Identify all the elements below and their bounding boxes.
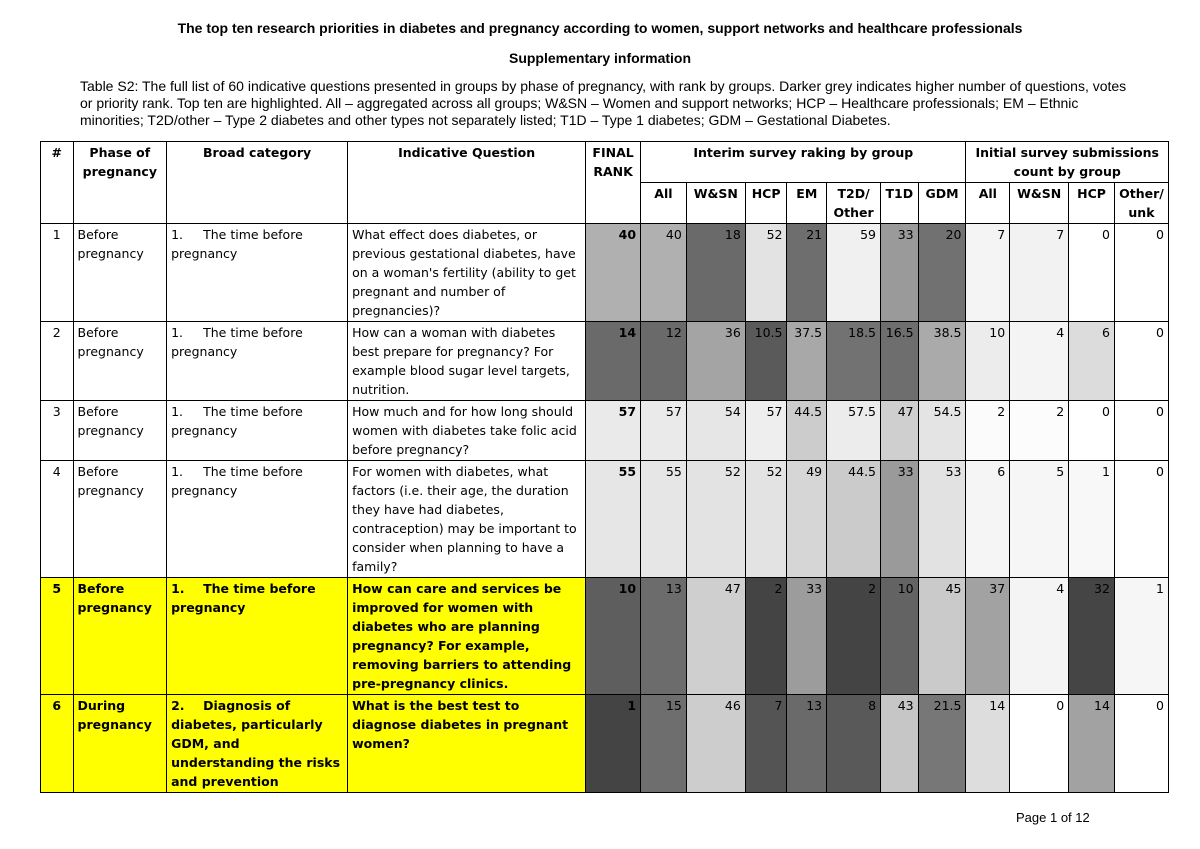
interim-rank-cell: 7 [745, 695, 787, 793]
row-number: 5 [41, 578, 74, 695]
interim-rank-cell: 15 [641, 695, 687, 793]
interim-rank-cell: 55 [641, 461, 687, 578]
interim-rank-cell: 43 [881, 695, 919, 793]
row-number: 1 [41, 224, 74, 322]
interim-rank-cell: 44.5 [827, 461, 881, 578]
header-interim-col: HCP [745, 183, 787, 224]
phase-cell: Before pregnancy [73, 461, 167, 578]
initial-count-cell: 0 [1114, 322, 1168, 401]
page-number: Page 1 of 12 [1016, 810, 1090, 825]
initial-count-cell: 0 [1114, 401, 1168, 461]
interim-rank-cell: 57 [641, 401, 687, 461]
initial-count-cell: 1 [1069, 461, 1115, 578]
category-cell [167, 578, 348, 695]
header-question: Indicative Question [348, 142, 586, 224]
question-cell: How can a woman with diabetes best prepare for pregnancy? For example blood sugar level targets, nutrition. [348, 322, 586, 401]
phase-cell: Before pregnancy [73, 224, 167, 322]
interim-rank-cell: 49 [787, 461, 827, 578]
question-cell: What is the best test to diagnose diabetes in pregnant women? [348, 695, 586, 793]
interim-rank-cell: 16.5 [881, 322, 919, 401]
interim-rank-cell: 18 [686, 224, 745, 322]
category-text: The time before pregnancy [171, 325, 303, 359]
header-interim-col: W&SN [686, 183, 745, 224]
interim-rank-cell: 8 [827, 695, 881, 793]
category-text: The time before pregnancy [171, 227, 303, 261]
interim-rank-cell: 21 [787, 224, 827, 322]
interim-rank-cell: 21.5 [918, 695, 966, 793]
question-cell: How much and for how long should women with diabetes take folic acid before pregnancy? [348, 401, 586, 461]
header-initial-col: HCP [1069, 183, 1115, 224]
interim-rank-cell: 47 [686, 578, 745, 695]
phase-cell: Before pregnancy [73, 578, 167, 695]
interim-rank-cell: 2 [827, 578, 881, 695]
priorities-table [40, 141, 1169, 793]
interim-rank-cell: 33 [881, 224, 919, 322]
interim-rank-cell: 47 [881, 401, 919, 461]
initial-count-cell: 2 [966, 401, 1010, 461]
header-interim-col: All [641, 183, 687, 224]
document-title: The top ten research priorities in diabetes and pregnancy according to women, support networks and healthcare professionals [177, 20, 1023, 36]
document-subtitle: Supplementary information [508, 50, 692, 66]
initial-count-cell: 14 [1069, 695, 1115, 793]
interim-rank-cell: 18.5 [827, 322, 881, 401]
final-rank-cell: 55 [586, 461, 641, 578]
initial-count-cell: 1 [1114, 578, 1168, 695]
initial-count-cell: 0 [1010, 695, 1069, 793]
header-phase: Phase of pregnancy [73, 142, 167, 224]
interim-rank-cell: 46 [686, 695, 745, 793]
interim-rank-cell: 44.5 [787, 401, 827, 461]
question-cell: How can care and services be improved for women with diabetes who are planning pregnancy? For example, removing barriers to attending pre-pregnancy clinics. [348, 578, 586, 695]
category-cell [167, 695, 348, 793]
table-body [41, 224, 1169, 793]
initial-count-cell: 0 [1069, 224, 1115, 322]
initial-count-cell: 37 [966, 578, 1010, 695]
initial-count-cell: 5 [1010, 461, 1069, 578]
header-interim-group: Interim survey raking by group [641, 142, 966, 183]
category-cell [167, 224, 348, 322]
question-cell: What effect does diabetes, or previous gestational diabetes, have on a woman's fertility (ability to get pregnant and number of pregnancies)? [348, 224, 586, 322]
interim-rank-cell: 54.5 [918, 401, 966, 461]
initial-count-cell: 2 [1010, 401, 1069, 461]
interim-rank-cell: 45 [918, 578, 966, 695]
final-rank-cell: 10 [586, 578, 641, 695]
phase-cell: During pregnancy [73, 695, 167, 793]
category-text: The time before pregnancy [171, 581, 316, 615]
interim-rank-cell: 10.5 [745, 322, 787, 401]
category-cell [167, 401, 348, 461]
category-number: 1. [171, 464, 184, 479]
category-text: The time before pregnancy [171, 464, 303, 498]
header-category: Broad category [167, 142, 348, 224]
initial-count-cell: 0 [1069, 401, 1115, 461]
interim-rank-cell: 38.5 [918, 322, 966, 401]
category-number: 1. [171, 404, 184, 419]
initial-count-cell: 0 [1114, 695, 1168, 793]
initial-count-cell: 0 [1114, 224, 1168, 322]
header-interim-col: EM [787, 183, 827, 224]
interim-rank-cell: 37.5 [787, 322, 827, 401]
final-rank-cell: 57 [586, 401, 641, 461]
final-rank-cell: 14 [586, 322, 641, 401]
interim-rank-cell: 13 [787, 695, 827, 793]
initial-count-cell: 14 [966, 695, 1010, 793]
initial-count-cell: 6 [966, 461, 1010, 578]
interim-rank-cell: 33 [881, 461, 919, 578]
header-initial-col: All [966, 183, 1010, 224]
header-num: # [41, 142, 74, 224]
interim-rank-cell: 20 [918, 224, 966, 322]
interim-rank-cell: 57 [745, 401, 787, 461]
interim-rank-cell: 10 [881, 578, 919, 695]
category-cell [167, 322, 348, 401]
table-row [41, 322, 1169, 401]
table-row [41, 401, 1169, 461]
interim-rank-cell: 57.5 [827, 401, 881, 461]
header-initial-col: W&SN [1010, 183, 1069, 224]
category-text: The time before pregnancy [171, 404, 303, 438]
interim-rank-cell: 2 [745, 578, 787, 695]
row-number: 6 [41, 695, 74, 793]
table-row [41, 695, 1169, 793]
initial-count-cell: 4 [1010, 322, 1069, 401]
table-row [41, 224, 1169, 322]
header-interim-col: GDM [918, 183, 966, 224]
initial-count-cell: 32 [1069, 578, 1115, 695]
interim-rank-cell: 52 [745, 461, 787, 578]
header-initial-group: Initial survey submissions count by group [966, 142, 1169, 183]
header-interim-col: T2D/ Other [827, 183, 881, 224]
row-number: 2 [41, 322, 74, 401]
interim-rank-cell: 36 [686, 322, 745, 401]
row-number: 3 [41, 401, 74, 461]
initial-count-cell: 7 [966, 224, 1010, 322]
interim-rank-cell: 54 [686, 401, 745, 461]
interim-rank-cell: 52 [745, 224, 787, 322]
table-caption: Table S2: The full list of 60 indicative questions presented in groups by phase of pregnancy, with rank by groups. Darker grey indicates higher number of questions, votes or priority rank. Top ten are highlighted. All – aggregated across all groups; W&SN – Women and support networks; HCP – Healthcare professionals; EM – Ethnic minorities; T2D/other – Type 2 diabetes and other types not separately listed; T1D – Type 1 diabetes; GDM – Gestational Diabetes. [80, 78, 1127, 128]
category-number: 1. [171, 581, 185, 596]
category-number: 2. [171, 698, 185, 713]
interim-rank-cell: 12 [641, 322, 687, 401]
interim-rank-cell: 52 [686, 461, 745, 578]
interim-rank-cell: 13 [641, 578, 687, 695]
phase-cell: Before pregnancy [73, 322, 167, 401]
interim-rank-cell: 59 [827, 224, 881, 322]
category-number: 1. [171, 227, 184, 242]
final-rank-cell: 1 [586, 695, 641, 793]
category-cell [167, 461, 348, 578]
initial-count-cell: 4 [1010, 578, 1069, 695]
header-initial-col: Other/ unk [1114, 183, 1168, 224]
category-text: Diagnosis of diabetes, particularly GDM, and understanding the risks and prevention [171, 698, 341, 789]
header-final-rank: FINAL RANK [586, 142, 641, 224]
table-row [41, 461, 1169, 578]
question-cell: For women with diabetes, what factors (i.e. their age, the duration they have had diabetes, contraception) may be important to consider when planning to have a family? [348, 461, 586, 578]
interim-rank-cell: 33 [787, 578, 827, 695]
interim-rank-cell: 53 [918, 461, 966, 578]
final-rank-cell: 40 [586, 224, 641, 322]
header-interim-col: T1D [881, 183, 919, 224]
category-number: 1. [171, 325, 184, 340]
initial-count-cell: 10 [966, 322, 1010, 401]
initial-count-cell: 0 [1114, 461, 1168, 578]
phase-cell: Before pregnancy [73, 401, 167, 461]
initial-count-cell: 6 [1069, 322, 1115, 401]
table-row [41, 578, 1169, 695]
interim-rank-cell: 40 [641, 224, 687, 322]
row-number: 4 [41, 461, 74, 578]
initial-count-cell: 7 [1010, 224, 1069, 322]
